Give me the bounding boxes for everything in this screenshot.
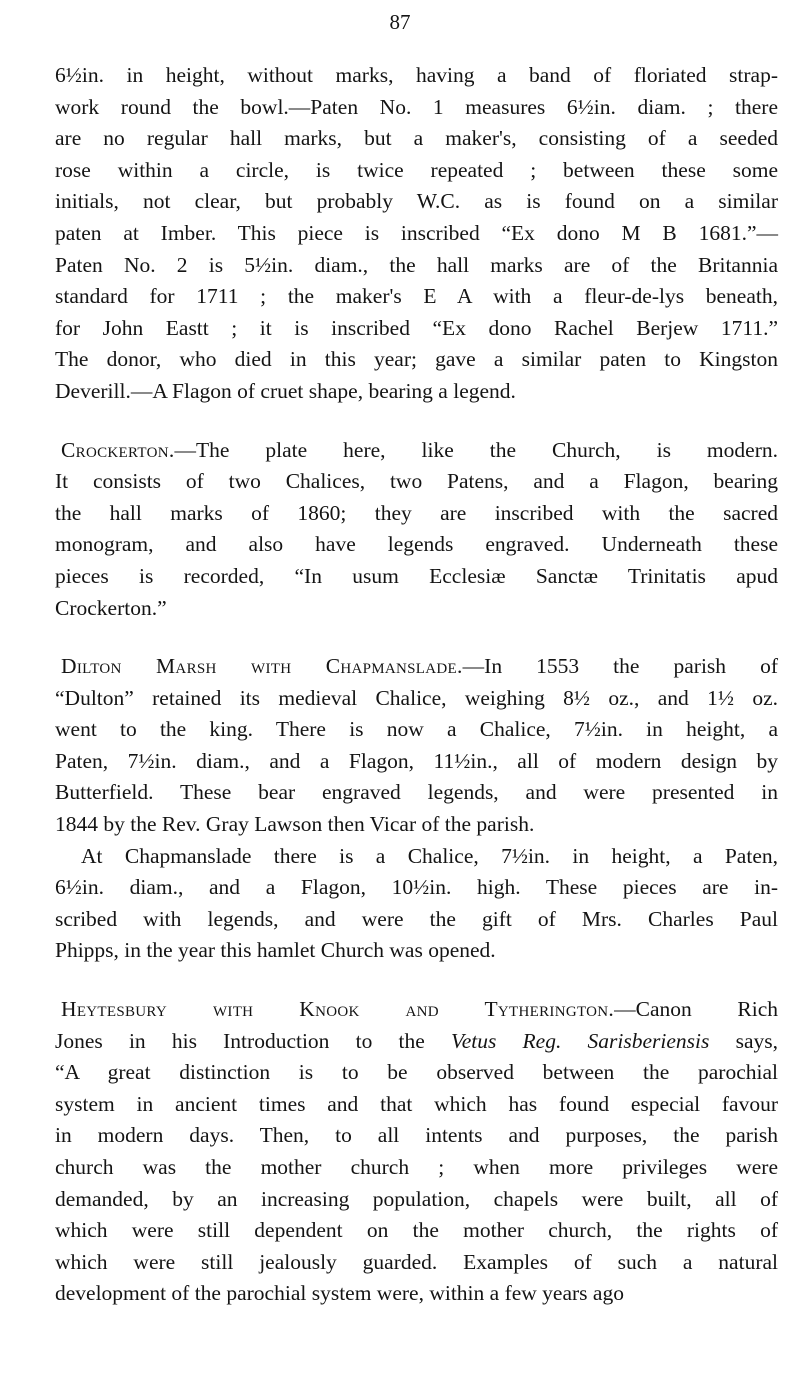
- line-text: Deverill.—A Flagon of cruet shape, bearing a legend.: [55, 378, 516, 403]
- text-line: [55, 841, 778, 873]
- text-line: [55, 250, 778, 282]
- line-text: —The plate here, like the Church, is modern.: [174, 437, 778, 462]
- line-text: Crockerton.”: [55, 595, 167, 620]
- page-body: [55, 60, 778, 1337]
- line-text: says,: [735, 1028, 778, 1053]
- text-line: [55, 1215, 778, 1247]
- text-line: [55, 872, 778, 904]
- line-text: development of the parochial system were, within a few years ago: [55, 1281, 624, 1306]
- text-line: [55, 683, 778, 715]
- text-line: Jones in his Introduction to the Vetus Reg. Sarisberiensis says,: [55, 1028, 778, 1053]
- line-text: Jones in his Introduction to: [55, 1028, 373, 1053]
- line-text: pieces is recorded, “In usum Ecclesiæ Sanctæ Trinitatis apud: [55, 563, 778, 588]
- text-line: [55, 435, 778, 467]
- text-line: [55, 313, 778, 345]
- line-text: Paten No. 2 is 5½in. diam., the hall marks are of the Britannia: [55, 252, 778, 277]
- text-line: [55, 935, 778, 967]
- line-text: the hall marks of 1860; they are inscribed with the sacred: [55, 500, 778, 525]
- section-heading: Dilton Marsh with Chapmanslade.: [61, 654, 463, 679]
- line-text: work round the bowl.—Paten No. 1 measures 6½in. diam. ; there: [55, 94, 778, 119]
- paragraph: [55, 994, 778, 1310]
- text-line: [55, 466, 778, 498]
- line-text: Paten, 7½in. diam., and a Flagon, 11½in., all of modern design by: [55, 748, 778, 773]
- text-line: [55, 593, 778, 625]
- line-text: which were still jealously guarded. Examples of such a natural: [55, 1249, 778, 1274]
- line-text: which were still dependent on the mother church, the rights of: [55, 1218, 778, 1243]
- line-text: 6½in. diam., and a Flagon, 10½in. high. These pieces are in-: [55, 875, 778, 900]
- text-line: [55, 60, 778, 92]
- text-line: [55, 809, 778, 841]
- text-line: [55, 498, 778, 530]
- line-text: system in ancient times and that which has found especial favour: [55, 1091, 778, 1116]
- line-text: scribed with legends, and were the gift of Mrs. Charles Paul: [55, 906, 778, 931]
- text-line: [55, 651, 778, 683]
- line-text: Butterfield. These bear engraved legends, and were presented in: [55, 780, 778, 805]
- book-title: Vetus Reg. Sarisberiensis: [450, 1028, 710, 1053]
- text-line: [55, 1184, 778, 1216]
- line-text: Phipps, in the year this hamlet Church was opened.: [55, 938, 496, 963]
- paragraph: [55, 60, 778, 408]
- line-text: standard for 1711 ; the maker's E A with a fleur-de-lys beneath,: [55, 284, 778, 309]
- line-text: church was the mother church ; when more privileges were: [55, 1155, 778, 1179]
- text-line: [55, 123, 778, 155]
- text-line: [55, 777, 778, 809]
- page-number: 87: [389, 10, 411, 34]
- text-line: [55, 1057, 778, 1089]
- line-text: for John Eastt ; it is inscribed “Ex dono Rachel Berjew 1711.”: [55, 315, 778, 340]
- line-text: monogram, and also have legends engraved. Underneath these: [55, 532, 778, 557]
- text-line: [55, 1247, 778, 1279]
- line-text: rose within a circle, is twice repeated ; between these some: [55, 157, 778, 182]
- line-text: 6½in. in height, without marks, having a band of floriated strap-: [55, 63, 778, 87]
- text-line: [55, 994, 778, 1026]
- paragraph: [55, 651, 778, 967]
- section-heading: Crockerton.: [61, 437, 175, 462]
- text-line: [55, 529, 778, 561]
- line-text: It consists of two Chalices, two Patens, and a Flagon, bearing: [55, 469, 778, 494]
- text-line: [55, 218, 778, 250]
- line-text: —Canon Rich: [614, 997, 778, 1022]
- section-heading: Heytesbury with Knook and Tytherington.: [61, 997, 615, 1022]
- line-text: “A great distinction is to be observed between the parochial: [55, 1060, 778, 1085]
- line-text: The donor, who died in this year; gave a similar paten to Kingston: [55, 347, 778, 372]
- line-text: initials, not clear, but probably W.C. as is found on a similar: [55, 189, 778, 214]
- line-text: demanded, by an increasing population, chapels were built, all of: [55, 1186, 778, 1211]
- text-line: [55, 1120, 778, 1152]
- line-text: —In 1553 the parish of: [462, 654, 778, 679]
- line-text: paten at Imber. This piece is inscribed “Ex dono M B 1681.”—: [55, 220, 778, 245]
- text-line: [55, 155, 778, 187]
- line-text: At Chapmanslade there is a Chalice, 7½in. in height, a Paten,: [81, 843, 778, 868]
- text-line: [55, 904, 778, 936]
- text-line: [55, 746, 778, 778]
- line-text: went to the king. There is now a Chalice, 7½in. in height, a: [55, 717, 778, 742]
- text-line: [55, 376, 778, 408]
- text-line: [55, 561, 778, 593]
- text-line: [55, 1278, 778, 1310]
- text-line: [55, 281, 778, 313]
- text-line: [55, 186, 778, 218]
- text-line: [55, 1089, 778, 1121]
- line-text: 1844 by the Rev. Gray Lawson then Vicar of the parish.: [55, 812, 535, 837]
- paragraph: [55, 435, 778, 625]
- text-line: [55, 1152, 778, 1184]
- line-text: “Dulton” retained its medieval Chalice, weighing 8½ oz., and 1½ oz.: [55, 685, 778, 710]
- text-line: [55, 714, 778, 746]
- text-line: [55, 92, 778, 124]
- text-line: [55, 344, 778, 376]
- line-text: in modern days. Then, to all intents and purposes, the parish: [55, 1123, 778, 1148]
- line-text: are no regular hall marks, but a maker's, consisting of a seeded: [55, 126, 778, 151]
